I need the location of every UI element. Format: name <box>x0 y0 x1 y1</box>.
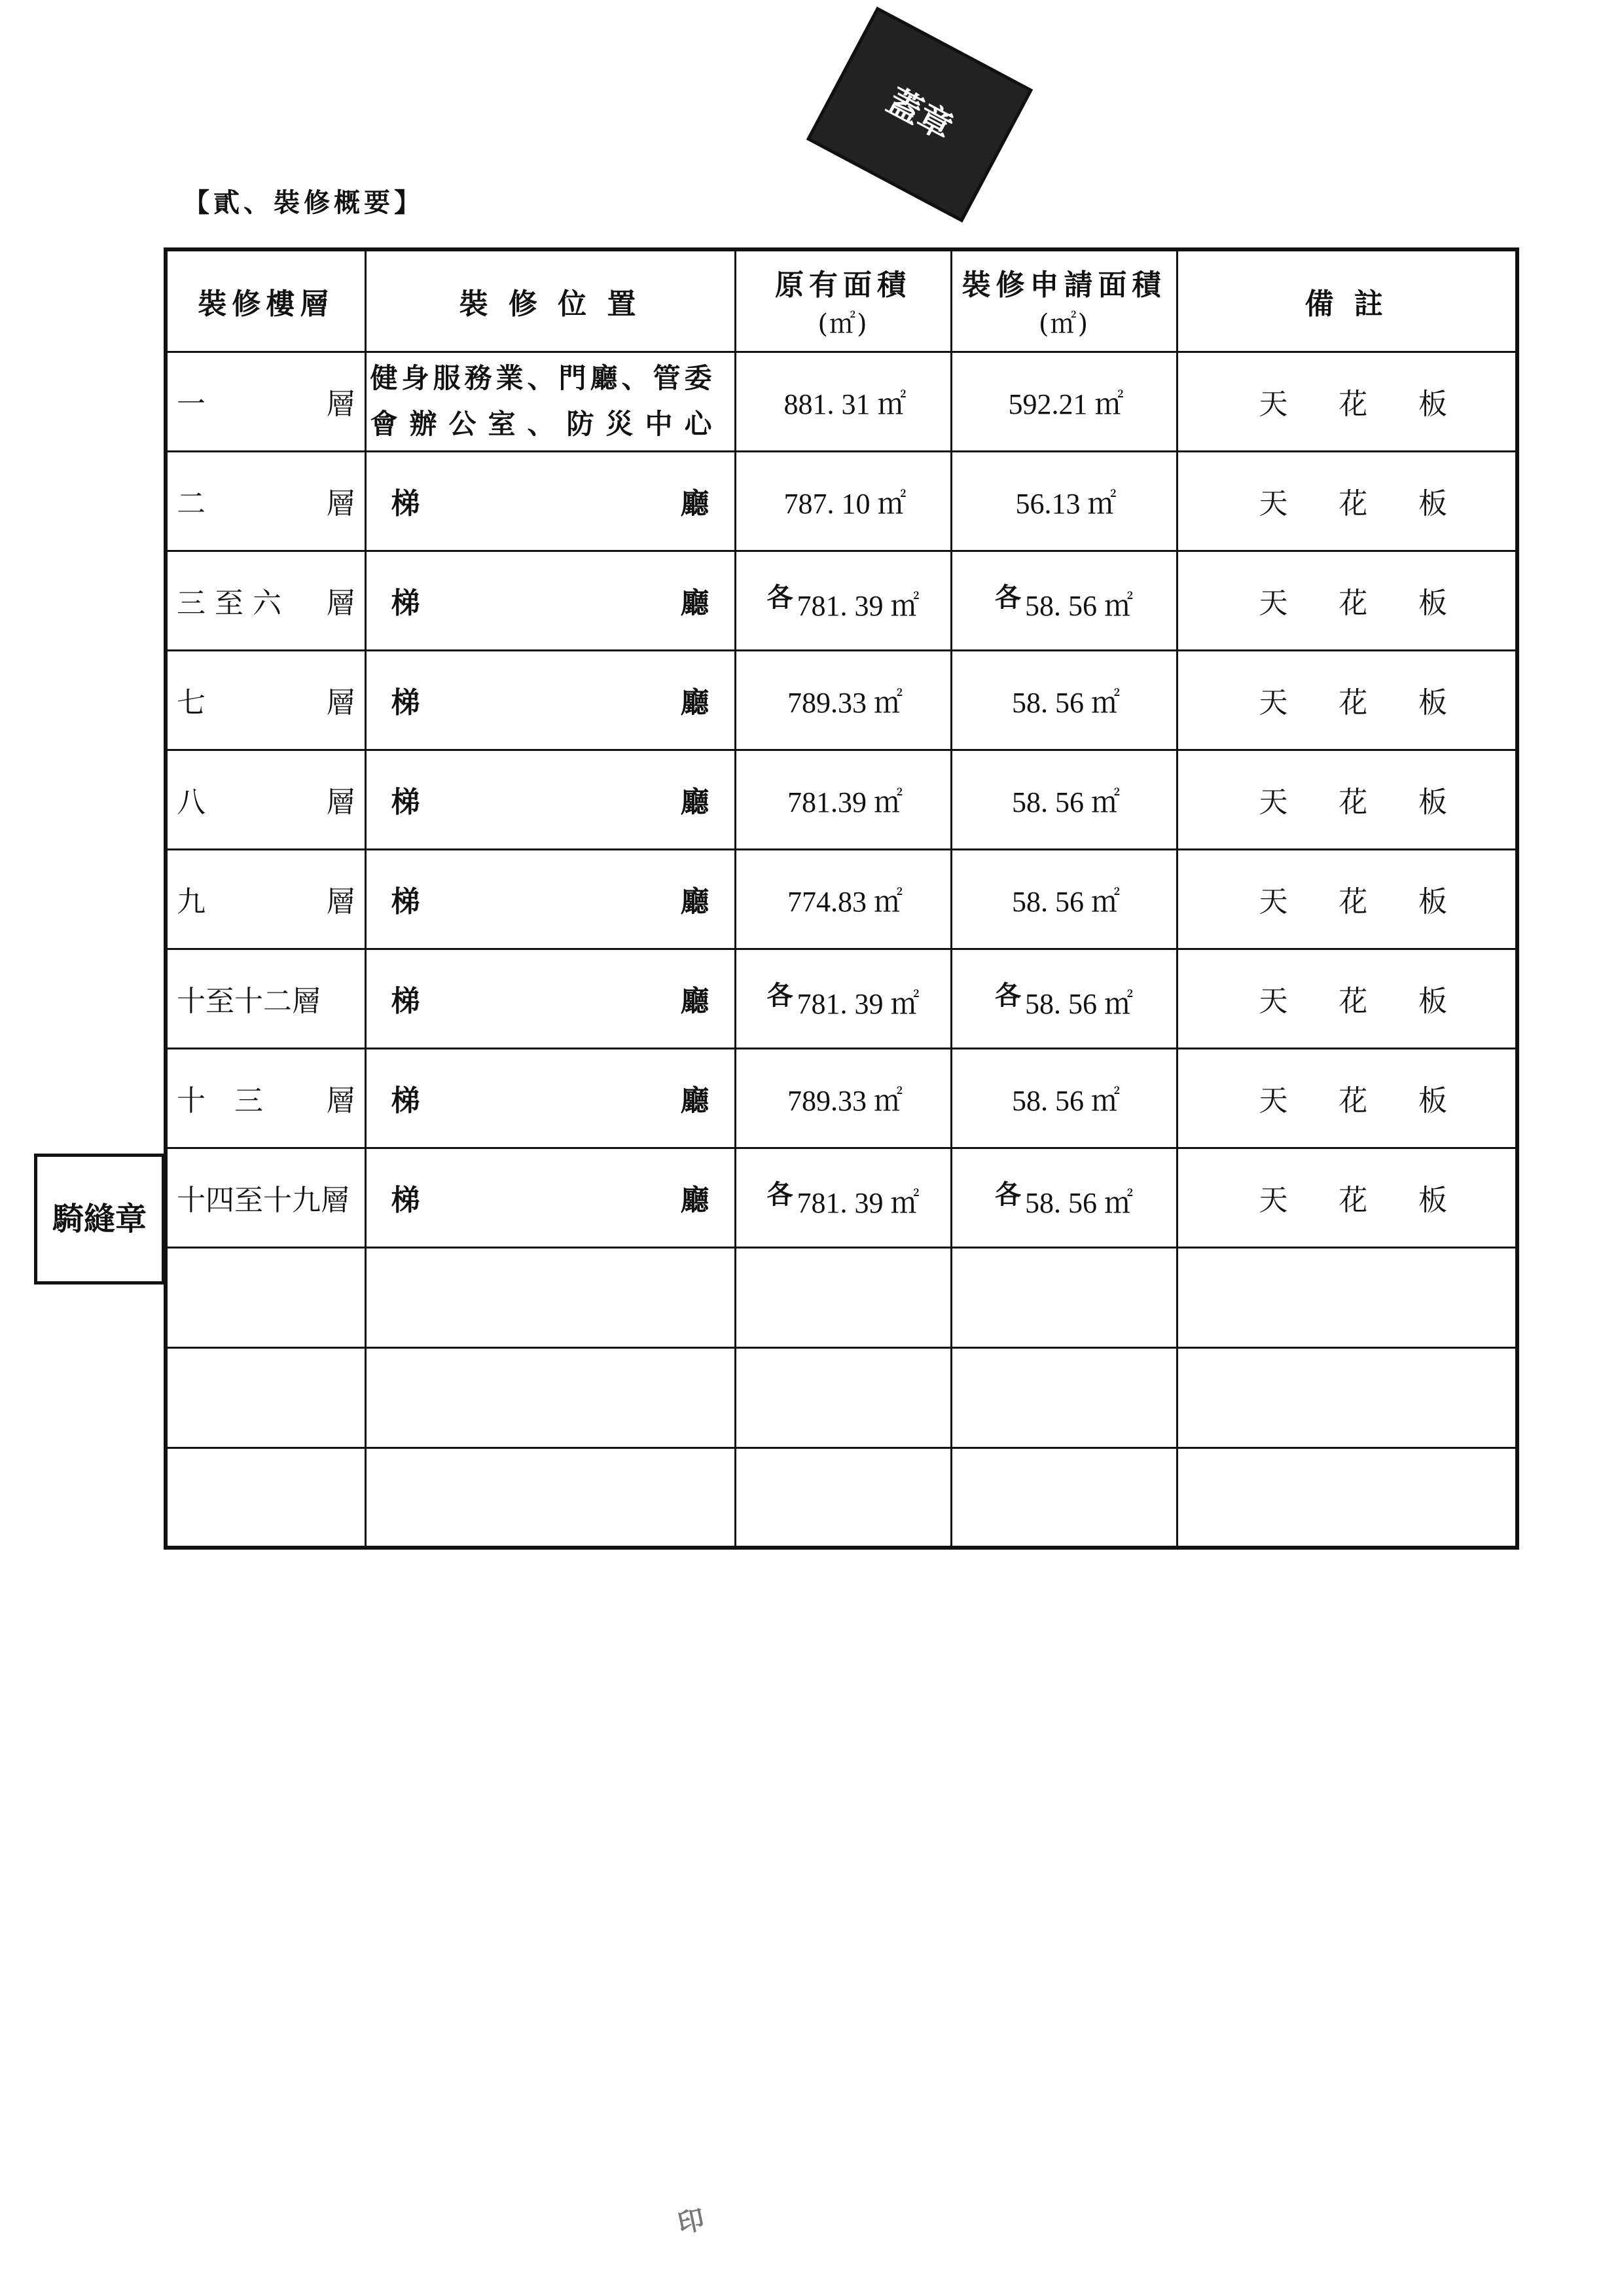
floor-cell <box>166 949 365 1048</box>
location-cell <box>365 1048 735 1148</box>
empty-cell <box>1177 1347 1517 1448</box>
note-cell <box>1177 949 1517 1048</box>
each-marker: 各 <box>995 1179 1021 1210</box>
empty-cell <box>1177 1247 1517 1347</box>
empty-cell <box>365 1247 735 1347</box>
location-char: 廳 <box>680 587 710 620</box>
empty-cell <box>735 1247 951 1347</box>
location-line: 健身服務業、門廳、管委 <box>370 362 716 394</box>
applied-area-value: 58. 56 ㎡ <box>1012 786 1120 818</box>
location-char: 梯 <box>391 487 420 520</box>
note-char: 天 <box>1259 487 1288 520</box>
empty-cell <box>951 1448 1177 1548</box>
note-char: 板 <box>1418 985 1447 1018</box>
location-cell <box>365 451 735 551</box>
floor-label: 八 <box>177 786 206 819</box>
note-char: 板 <box>1418 1184 1447 1217</box>
note-cell <box>1177 650 1517 750</box>
location-char: 梯 <box>391 786 420 819</box>
header-note: 備 註 <box>1177 249 1517 352</box>
note-cell <box>1177 1048 1517 1148</box>
empty-cell <box>365 1448 735 1548</box>
note-char: 花 <box>1339 587 1368 620</box>
applied-area-cell <box>951 1048 1177 1148</box>
original-area-value: 789.33 ㎡ <box>787 687 903 719</box>
floor-suffix: 層 <box>326 786 355 819</box>
location-cell <box>365 949 735 1048</box>
note-cell <box>1177 849 1517 949</box>
floor-suffix: 層 <box>326 686 355 720</box>
applied-area-value: 58. 56 ㎡ <box>1025 1187 1133 1219</box>
location-char: 廳 <box>680 786 710 819</box>
location-cell <box>365 1148 735 1247</box>
note-char: 板 <box>1418 388 1447 421</box>
floor-cell <box>166 551 365 650</box>
location-cell <box>365 650 735 750</box>
floor-suffix: 層 <box>326 587 355 620</box>
note-cell <box>1177 451 1517 551</box>
note-char: 天 <box>1259 686 1288 720</box>
table-row <box>166 352 1517 451</box>
each-marker: 各 <box>766 1179 793 1210</box>
applied-area-cell <box>951 451 1177 551</box>
seal-glyph: 騎縫章 <box>52 1201 147 1237</box>
location-char: 梯 <box>391 587 420 620</box>
original-area-value: 787. 10 ㎡ <box>783 488 907 520</box>
note-char: 花 <box>1339 686 1368 720</box>
note-cell <box>1177 551 1517 650</box>
floor-label: 三 至 六 <box>177 587 281 620</box>
floor-suffix: 層 <box>326 885 355 919</box>
note-char: 花 <box>1339 487 1368 520</box>
original-area-cell <box>735 1048 951 1148</box>
location-char: 廳 <box>680 985 710 1018</box>
table-row <box>166 949 1517 1048</box>
table-header-row <box>166 249 1517 352</box>
each-marker: 各 <box>995 980 1021 1011</box>
original-area-value: 781. 39 ㎡ <box>797 1187 920 1219</box>
empty-cell <box>735 1448 951 1548</box>
note-char: 花 <box>1339 388 1368 421</box>
location-char: 廳 <box>680 1084 710 1118</box>
original-area-value: 774.83 ㎡ <box>787 886 903 918</box>
empty-table-row <box>166 1347 1517 1448</box>
floor-cell <box>166 451 365 551</box>
header-location: 裝 修 位 置 <box>365 249 735 352</box>
empty-cell <box>1177 1448 1517 1548</box>
note-char: 板 <box>1418 1084 1447 1118</box>
floor-cell <box>166 352 365 451</box>
faint-stamp-mark <box>647 2174 734 2265</box>
floor-cell <box>166 1148 365 1247</box>
floor-label: 九 <box>177 885 206 919</box>
original-area-cell <box>735 949 951 1048</box>
note-char: 天 <box>1259 786 1288 819</box>
each-marker: 各 <box>766 980 793 1011</box>
each-marker: 各 <box>995 582 1021 613</box>
empty-cell <box>166 1347 365 1448</box>
header-applied-area <box>951 249 1177 352</box>
location-char: 廳 <box>680 885 710 919</box>
note-char: 花 <box>1339 885 1368 919</box>
official-seal-stamp <box>806 7 1033 223</box>
applied-area-value: 58. 56 ㎡ <box>1025 590 1133 622</box>
seal-glyph: 印 <box>675 2203 708 2240</box>
applied-area-cell <box>951 1148 1177 1247</box>
original-area-cell <box>735 849 951 949</box>
original-area-cell <box>735 352 951 451</box>
note-char: 板 <box>1418 686 1447 720</box>
empty-table-row <box>166 1247 1517 1347</box>
floor-label: 十四至十九層 <box>177 1184 350 1217</box>
original-area-cell <box>735 551 951 650</box>
location-char: 梯 <box>391 1184 420 1217</box>
applied-area-value: 58. 56 ㎡ <box>1012 687 1120 719</box>
empty-cell <box>166 1247 365 1347</box>
original-area-value: 781. 39 ㎡ <box>797 590 920 622</box>
applied-area-cell <box>951 949 1177 1048</box>
note-char: 花 <box>1339 1184 1368 1217</box>
renovation-summary-table <box>164 247 1519 1550</box>
applied-area-value: 58. 56 ㎡ <box>1025 988 1133 1020</box>
note-char: 天 <box>1259 885 1288 919</box>
floor-label: 七 <box>177 686 206 720</box>
table-row <box>166 451 1517 551</box>
empty-cell <box>951 1247 1177 1347</box>
applied-area-cell <box>951 750 1177 849</box>
floor-cell <box>166 650 365 750</box>
note-char: 天 <box>1259 587 1288 620</box>
floor-suffix: 層 <box>326 1084 355 1118</box>
note-cell <box>1177 352 1517 451</box>
applied-area-cell <box>951 352 1177 451</box>
note-char: 天 <box>1259 388 1288 421</box>
empty-cell <box>951 1347 1177 1448</box>
header-applied-area-unit: (㎡) <box>1038 309 1090 340</box>
empty-table-row <box>166 1448 1517 1548</box>
original-area-value: 781. 39 ㎡ <box>797 988 920 1020</box>
floor-cell <box>166 1048 365 1148</box>
empty-cell <box>365 1347 735 1448</box>
table-row <box>166 551 1517 650</box>
location-char: 廳 <box>680 1184 710 1217</box>
floor-cell <box>166 849 365 949</box>
note-char: 花 <box>1339 1084 1368 1118</box>
location-char: 廳 <box>680 487 710 520</box>
location-char: 廳 <box>680 686 710 720</box>
location-line: 會辦公室、防災中心 <box>370 408 724 440</box>
original-area-value: 781.39 ㎡ <box>787 786 903 818</box>
original-area-value: 881. 31 ㎡ <box>783 388 907 420</box>
note-cell <box>1177 750 1517 849</box>
header-applied-area-label: 裝修申請面積 <box>962 268 1166 302</box>
applied-area-value: 56.13 ㎡ <box>1015 488 1117 520</box>
seam-seal-stamp <box>34 1154 165 1285</box>
applied-area-value: 592.21 ㎡ <box>1008 388 1124 420</box>
seal-glyph: 蓋章 <box>880 81 960 148</box>
each-marker: 各 <box>766 582 793 613</box>
location-char: 梯 <box>391 1084 420 1118</box>
applied-area-cell <box>951 551 1177 650</box>
header-floor: 裝修樓層 <box>166 249 365 352</box>
floor-label: 二 <box>177 487 206 520</box>
empty-cell <box>166 1448 365 1548</box>
original-area-cell <box>735 451 951 551</box>
note-char: 板 <box>1418 786 1447 819</box>
table-row <box>166 650 1517 750</box>
applied-area-cell <box>951 849 1177 949</box>
location-char: 梯 <box>391 686 420 720</box>
floor-cell <box>166 750 365 849</box>
floor-suffix: 層 <box>326 487 355 520</box>
note-char: 天 <box>1259 1084 1288 1118</box>
empty-cell <box>735 1347 951 1448</box>
floor-label: 一 <box>177 388 206 421</box>
applied-area-value: 58. 56 ㎡ <box>1012 1085 1120 1117</box>
original-area-cell <box>735 1148 951 1247</box>
note-char: 板 <box>1418 487 1447 520</box>
floor-label: 十 三 <box>177 1084 263 1118</box>
location-cell <box>365 551 735 650</box>
original-area-cell <box>735 650 951 750</box>
note-char: 花 <box>1339 786 1368 819</box>
note-char: 板 <box>1418 885 1447 919</box>
note-char: 天 <box>1259 1184 1288 1217</box>
location-cell <box>365 352 735 451</box>
location-char: 梯 <box>391 885 420 919</box>
note-char: 板 <box>1418 587 1447 620</box>
note-char: 天 <box>1259 985 1288 1018</box>
location-char: 梯 <box>391 985 420 1018</box>
table-row <box>166 1148 1517 1247</box>
header-original-area-label: 原有面積 <box>775 268 911 302</box>
header-original-area-unit: (㎡) <box>818 309 869 340</box>
location-cell <box>365 750 735 849</box>
table-row <box>166 750 1517 849</box>
table-row <box>166 1048 1517 1148</box>
section-title: 【貳、裝修概要】 <box>183 187 424 218</box>
applied-area-cell <box>951 650 1177 750</box>
applied-area-value: 58. 56 ㎡ <box>1012 886 1120 918</box>
note-char: 花 <box>1339 985 1368 1018</box>
header-original-area <box>735 249 951 352</box>
original-area-cell <box>735 750 951 849</box>
floor-suffix: 層 <box>326 388 355 421</box>
floor-label: 十至十二層 <box>177 985 321 1018</box>
table-row <box>166 849 1517 949</box>
location-cell <box>365 849 735 949</box>
note-cell <box>1177 1148 1517 1247</box>
original-area-value: 789.33 ㎡ <box>787 1085 903 1117</box>
